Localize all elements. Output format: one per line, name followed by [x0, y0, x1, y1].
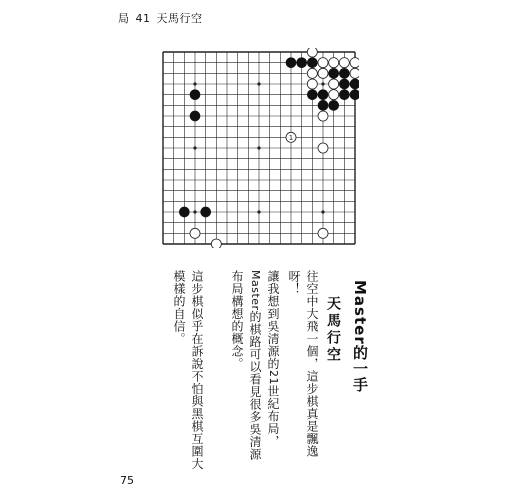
- white-stone: [307, 48, 317, 57]
- white-stone: [318, 228, 328, 238]
- black-stone: [190, 111, 200, 121]
- black-stone: [339, 68, 349, 78]
- star-point: [193, 210, 196, 213]
- go-board-diagram: [159, 48, 359, 248]
- white-stone: [307, 79, 317, 89]
- white-stone: [211, 239, 221, 248]
- white-stone: [318, 111, 328, 121]
- star-point: [193, 82, 196, 85]
- para2-number: 21: [267, 370, 280, 385]
- black-stone: [318, 100, 328, 110]
- header-number: 41: [135, 12, 151, 25]
- star-point: [321, 210, 324, 213]
- white-stone: [329, 58, 339, 68]
- black-stone: [329, 68, 339, 78]
- white-stone: [329, 90, 339, 100]
- star-point: [257, 210, 260, 213]
- black-stone: [307, 90, 317, 100]
- black-stone: [179, 207, 189, 217]
- black-stone: [318, 90, 328, 100]
- paragraph-2: [228, 270, 282, 470]
- article-title: [350, 280, 374, 393]
- title-rest: 的一手: [351, 344, 369, 393]
- star-point: [257, 82, 260, 85]
- white-stone: [307, 68, 317, 78]
- page-number: 75: [120, 474, 134, 487]
- black-stone: [201, 207, 211, 217]
- star-point: [257, 146, 260, 149]
- running-header: [118, 10, 203, 26]
- white-stone: [350, 58, 359, 68]
- white-stone: [318, 143, 328, 153]
- black-stone: [350, 90, 359, 100]
- para2-part-b: 世紀布局，: [266, 385, 280, 448]
- star-point: [193, 146, 196, 149]
- para2-part-a: 讓我想到吳清源的: [266, 270, 280, 370]
- title-latin: Master: [351, 280, 369, 345]
- stone-number-label: 1: [288, 133, 294, 142]
- white-stone: [329, 79, 339, 89]
- article-subtitle: 天馬行空: [325, 296, 341, 364]
- black-stone: [339, 90, 349, 100]
- black-stone: [307, 58, 317, 68]
- header-chapter: 局: [118, 12, 130, 25]
- paragraph-1: 往空中大飛一個，這步棋真是飄逸呀！: [287, 270, 319, 458]
- black-stone: [286, 58, 296, 68]
- paragraph-3: 這步棋似乎在訴說不怕與黑棋互圍大模樣的自信。: [172, 270, 204, 470]
- black-stone: [190, 90, 200, 100]
- black-stone: [329, 100, 339, 110]
- white-stone: [318, 68, 328, 78]
- go-board: [159, 48, 359, 252]
- star-point: [321, 82, 324, 85]
- white-stone: [339, 58, 349, 68]
- black-stone: [297, 58, 307, 68]
- para2-latin: Master: [249, 270, 262, 311]
- header-title: 天馬行空: [156, 12, 203, 25]
- black-stone: [339, 79, 349, 89]
- white-stone: [350, 68, 359, 78]
- white-stone: [318, 58, 328, 68]
- black-stone: [350, 79, 359, 89]
- white-stone: [190, 228, 200, 238]
- para2-part-c: 的棋路可以看見很多吳清源布局構想的概念。: [230, 270, 262, 461]
